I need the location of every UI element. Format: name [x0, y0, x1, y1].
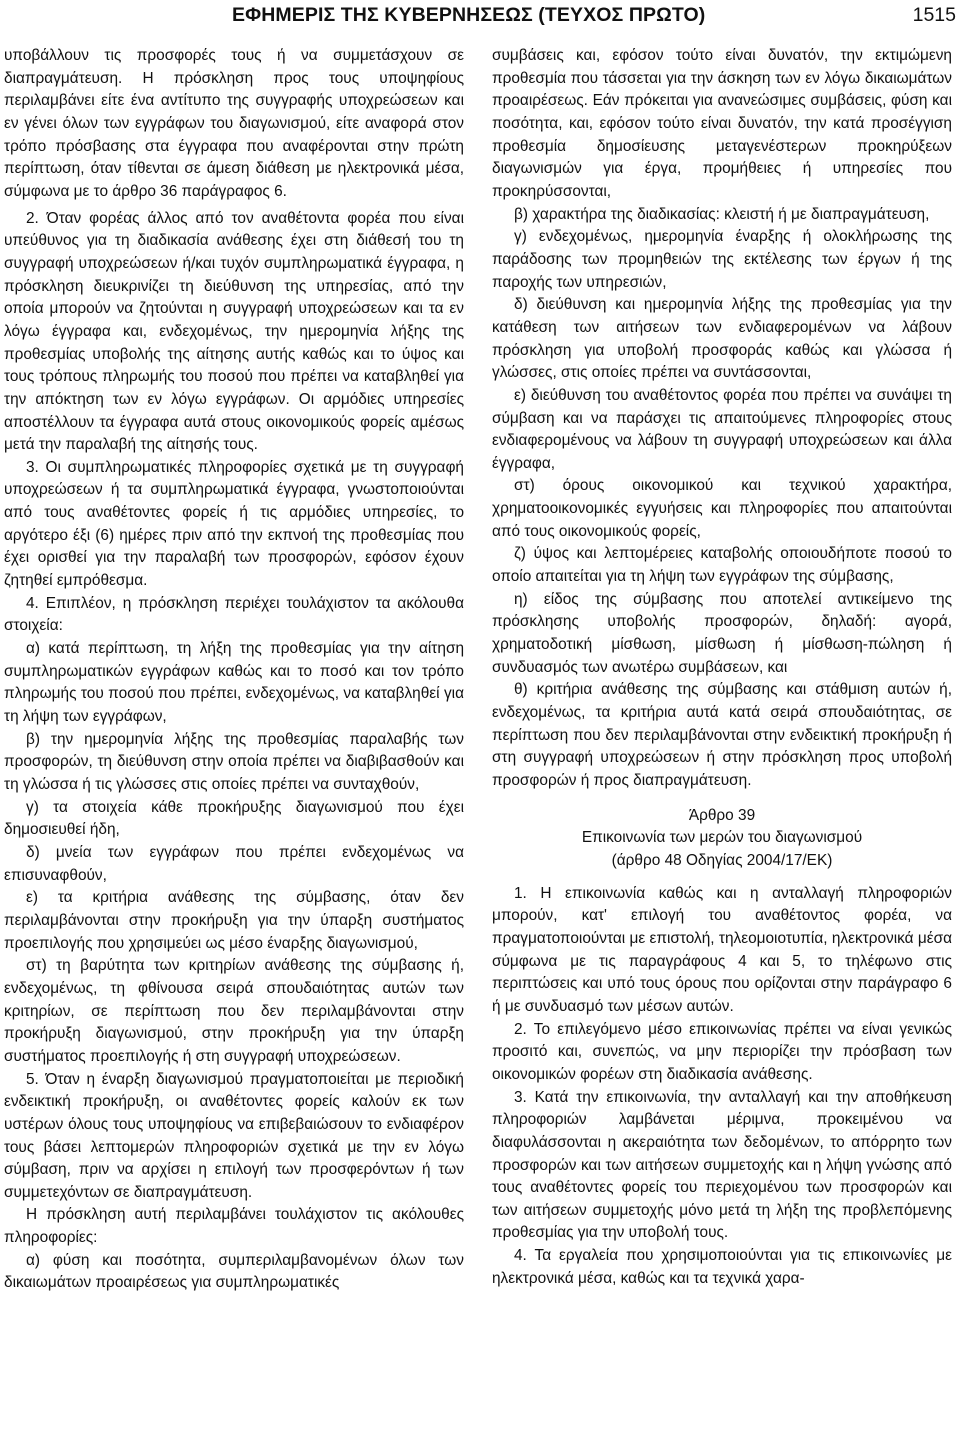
paragraph: ε) διεύθυνση του αναθέτοντος φορέα που πρέπει να συνάψει τη σύμβαση και να παράσχει τις απαιτούμενες πληροφορίες στους ενδιαφερομένους να λάβουν τη συγγραφή υποχρεώσεων και άλλα έγγραφα, [492, 386, 952, 472]
paragraph: β) χαρακτήρα της διαδικασίας: κλειστή ή με διαπραγμάτευση, [514, 205, 930, 223]
paragraph: στ) τη βαρύτητα των κριτηρίων ανάθεσης της σύμβασης ή, ενδεχομένως, τη φθίνουσα σειρά σπουδαιότητας αυτών των κριτηρίων, σε περίπτωση που δεν περιλαμβάνονται στην προκήρυξη διαγωνισμού, στην προκήρυξη για την ύπαρξη συστήματος προεπιλογής ή στη συγγραφή υποχρεώσεων. [4, 957, 464, 1065]
paragraph: δ) μνεία των εγγράφων που πρέπει ενδεχομένως να επισυναφθούν, [4, 843, 464, 884]
paragraph: γ) τα στοιχεία κάθε προκήρυξης διαγωνισμού που έχει δημοσιευθεί ήδη, [4, 798, 464, 839]
paragraph: 5. Όταν η έναρξη διαγωνισμού πραγματοποιείται με περιοδική ενδεικτική προκήρυξη, οι αναθέτοντες φορείς καλούν εκ των υστέρων όλους τους υποψηφίους να επιβεβαιώσουν το ενδιαφέρον τους βάσει λεπτομερών πληροφοριών σχετικά με την εν λόγω σύμβαση, πριν να αρχίσει η επιλογή των προσφερόντων ή των συμμετεχόντων σε διαπραγμάτευση. [4, 1070, 464, 1201]
paragraph: ζ) ύψος και λεπτομέρειες καταβολής οποιουδήποτε ποσού το οποίο απαιτείται για τη λήψη των εγγράφων της σύμβασης, [492, 545, 952, 586]
paragraph: συμβάσεις και, εφόσον τούτο είναι δυνατόν, την εκτιμώμενη προθεσμία που τάσσεται για την άσκηση των εν λόγω δικαιωμάτων προαιρέσεως. Εάν πρόκειται για ανανεώσιμες συμβάσεις, φύση και ποσότητα, και, εφόσον τούτο είναι δυνατόν, την κατά προσέγγιση προθεσμία δημοσίευσης μεταγενέστερων προκηρύξεων διαγωνισμών για έργα, προμήθειες ή υπηρεσίες που προκηρύσσονται, [492, 47, 952, 200]
paragraph: 4. Επιπλέον, η πρόσκληση περιέχει τουλάχιστον τα ακόλουθα στοιχεία: [4, 594, 464, 635]
paragraph: στ) όρους οικονομικού και τεχνικού χαρακτήρα, χρηματοοικονομικές εγγυήσεις και πληροφορίες που απαιτούνται από τους οικονομικούς φορείς, [492, 477, 952, 540]
paragraph: α) κατά περίπτωση, τη λήξη της προθεσμίας για την αίτηση συμπληρωματικών εγγράφων καθώς και το ποσό και τον τρόπο πληρωμής του ποσού που πρέπει, ενδεχομένως, να καταβληθεί για τη λήψη των εγγράφων, [4, 640, 464, 726]
paragraph: γ) ενδεχομένως, ημερομηνία έναρξης ή ολοκλήρωσης της παράδοσης των προμηθειών της εκτέλεσης των έργων ή της παροχής των υπηρεσιών, [492, 228, 952, 291]
paragraph: 3. Κατά την επικοινωνία, την ανταλλαγή και την αποθήκευση πληροφοριών λαμβάνεται μέριμνα, προκειμένου να διαφυλάσσονται η ακεραιότητα των δεδομένων, το απόρρητο των προσφορών και των αιτήσεων συμμετοχής και η λήψη γνώσης από τους αναθέτοντες φορείς του περιεχομένου των προσφορών και των αιτήσεων συμμετοχής μόνο μετά τη λήξη της προβλεπόμενης προθεσμίας για την υποβολή τους. [492, 1088, 952, 1242]
article-title: Επικοινωνία των μερών του διαγωνισμού [581, 829, 863, 847]
paragraph: 3. Οι συμπληρωματικές πληροφορίες σχετικά με τη συγγραφή υποχρεώσεων ή τα συμπληρωματικά έγγραφα, γνωστοποιούνται από τους αναθέτοντες φορείς ή τις αρμόδιες υπηρεσίες, το αργότερο έξι (6) ημέρες πριν από την εκπνοή της προθεσμίας που έχει ορισθεί για την παραλαβή των προσφορών, εφόσον έχουν ζητηθεί εμπρόθεσμα. [4, 458, 464, 590]
paragraph: υποβάλλουν τις προσφορές τους ή να συμμετάσχουν σε διαπραγμάτευση. Η πρόσκληση προς τους υποψηφίους περιλαμβάνει είτε ένα αντίτυπο της συγγραφής υποχρεώσεων και εν γένει όλων των εγγράφων του διαγωνισμού, είτε αναφορά στον τρόπο πρόσβασης στα έγγραφα που αναφέρονται στην πρώτη περίπτωση, όταν τίθενται σε άμεση διάθεση με ηλεκτρονικά μέσα, σύμφωνα με το άρθρο 36 παράγραφος 6. [4, 47, 464, 200]
paragraph: ε) τα κριτήρια ανάθεσης της σύμβασης, όταν δεν περιλαμβάνονται στην προκήρυξη για την ύπαρξη συστήματος προεπιλογής που χρησιμεύει ως μέσο έναρξης διαγωνισμού, [4, 889, 464, 952]
paragraph: 1. Η επικοινωνία καθώς και η ανταλλαγή πληροφοριών μπορούν, κατ' επιλογή του αναθέτοντος φορέα, να πραγματοποιούνται με επιστολή, τηλεομοιοτυπία, ηλεκτρονικά μέσα σύμφωνα με τις παραγράφους 4 και 5, το τηλέφωνο στις περιπτώσεις και υπό τους όρους που ορίζονται στην παράγραφο 6 ή με συνδυασμό των μέσων αυτών. [492, 884, 952, 1015]
paragraph: η) είδος της σύμβασης που αποτελεί αντικείμενο της πρόσκλησης υποβολής προσφορών, δηλαδή: αγορά, χρηματοδοτική μίσθωση, μίσθωση ή μίσθωση-πώληση ή συνδυασμός των ανωτέρω συμβάσεων, και [492, 590, 952, 676]
paragraph: 4. Τα εργαλεία που χρησιμοποιούνται για τις επικοινωνίες με ηλεκτρονικά μέσα, καθώς και τα τεχνικά χαρα- [492, 1247, 952, 1287]
left-column [4, 45, 464, 1295]
paragraph: δ) διεύθυνση και ημερομηνία λήξης της προθεσμίας για την κατάθεση των αιτήσεων των ενδιαφερομένων να λάβουν πρόσκληση για υποβολή προσφοράς καθώς και γλώσσα ή γλώσσες, στις οποίες πρέπει να συντάσσονται, [492, 296, 952, 382]
gazette-title: ΕΦΗΜΕΡΙΣ ΤΗΣ ΚΥΒΕΡΝΗΣΕΩΣ (ΤΕΥΧΟΣ ΠΡΩΤΟ) [232, 4, 706, 26]
paragraph: Η πρόσκληση αυτή περιλαμβάνει τουλάχιστον τις ακόλουθες πληροφορίες: [4, 1206, 464, 1247]
paragraph: β) την ημερομηνία λήξης της προθεσμίας παραλαβής των προσφορών, τη διεύθυνση στην οποία πρέπει να διαβιβασθούν και τη γλώσσα ή τις γλώσσες στις οποίες πρέπει να συνταχθούν, [4, 730, 464, 793]
paragraph: θ) κριτήρια ανάθεσης της σύμβασης και στάθμιση αυτών ή, ενδεχομένως, τα κριτήρια αυτά κατά σειρά σπουδαιότητας, σε περίπτωση που δεν περιλαμβάνονται στην ενδεικτική προκήρυξη ή στη συγγραφή υποχρεώσεων ή στην πρόσκληση προς υποβολή προσφορών ή προς διαπραγμάτευση. [492, 681, 952, 789]
paragraph: 2. Το επιλεγόμενο μέσο επικοινωνίας πρέπει να είναι γενικώς προσιτό και, συνεπώς, να μην περιορίζει την πρόσβαση των οικονομικών φορέων στη διαδικασία ανάθεσης. [492, 1020, 952, 1083]
page-number: 1515 [912, 4, 956, 26]
article-number: Άρθρο 39 [688, 806, 756, 824]
paragraph: 2. Όταν φορέας άλλος από τον αναθέτοντα φορέα που είναι υπεύθυνος για τη διαδικασία ανάθεσης έχει στη διάθεσή του τη συγγραφή υποχρεώσεων ή/και τυχόν συμπληρωματικά έγγραφα, η πρόσκληση διευκρινίζει τη διεύθυνση της υπηρεσίας, από την οποία μπορούν να ζητούνται η συγγραφή υποχρεώσεων και τα εν λόγω έγγραφα και, ενδεχομένως, την ημερομηνία λήξης της προθεσμίας υποβολής της αίτησης αυτής καθώς και το ύψος και τους τρόπους πληρωμής του ποσού που πρέπει να καταβληθεί για την απόκτηση των εν λόγω εγγράφων. Οι αρμόδιες υπηρεσίες αποστέλλουν τα έγγραφα αυτά στους οικονομικούς φορείς αμέσως μετά την παραλαβή της αίτησής τους. [4, 209, 464, 454]
page-header [0, 0, 960, 40]
right-column [492, 45, 952, 1290]
article-subtitle: (άρθρο 48 Οδηγίας 2004/17/ΕΚ) [611, 851, 833, 869]
paragraph: α) φύση και ποσότητα, συμπεριλαμβανομένων όλων των δικαιωμάτων προαιρέσεως για συμπληρωματικές [4, 1251, 464, 1292]
